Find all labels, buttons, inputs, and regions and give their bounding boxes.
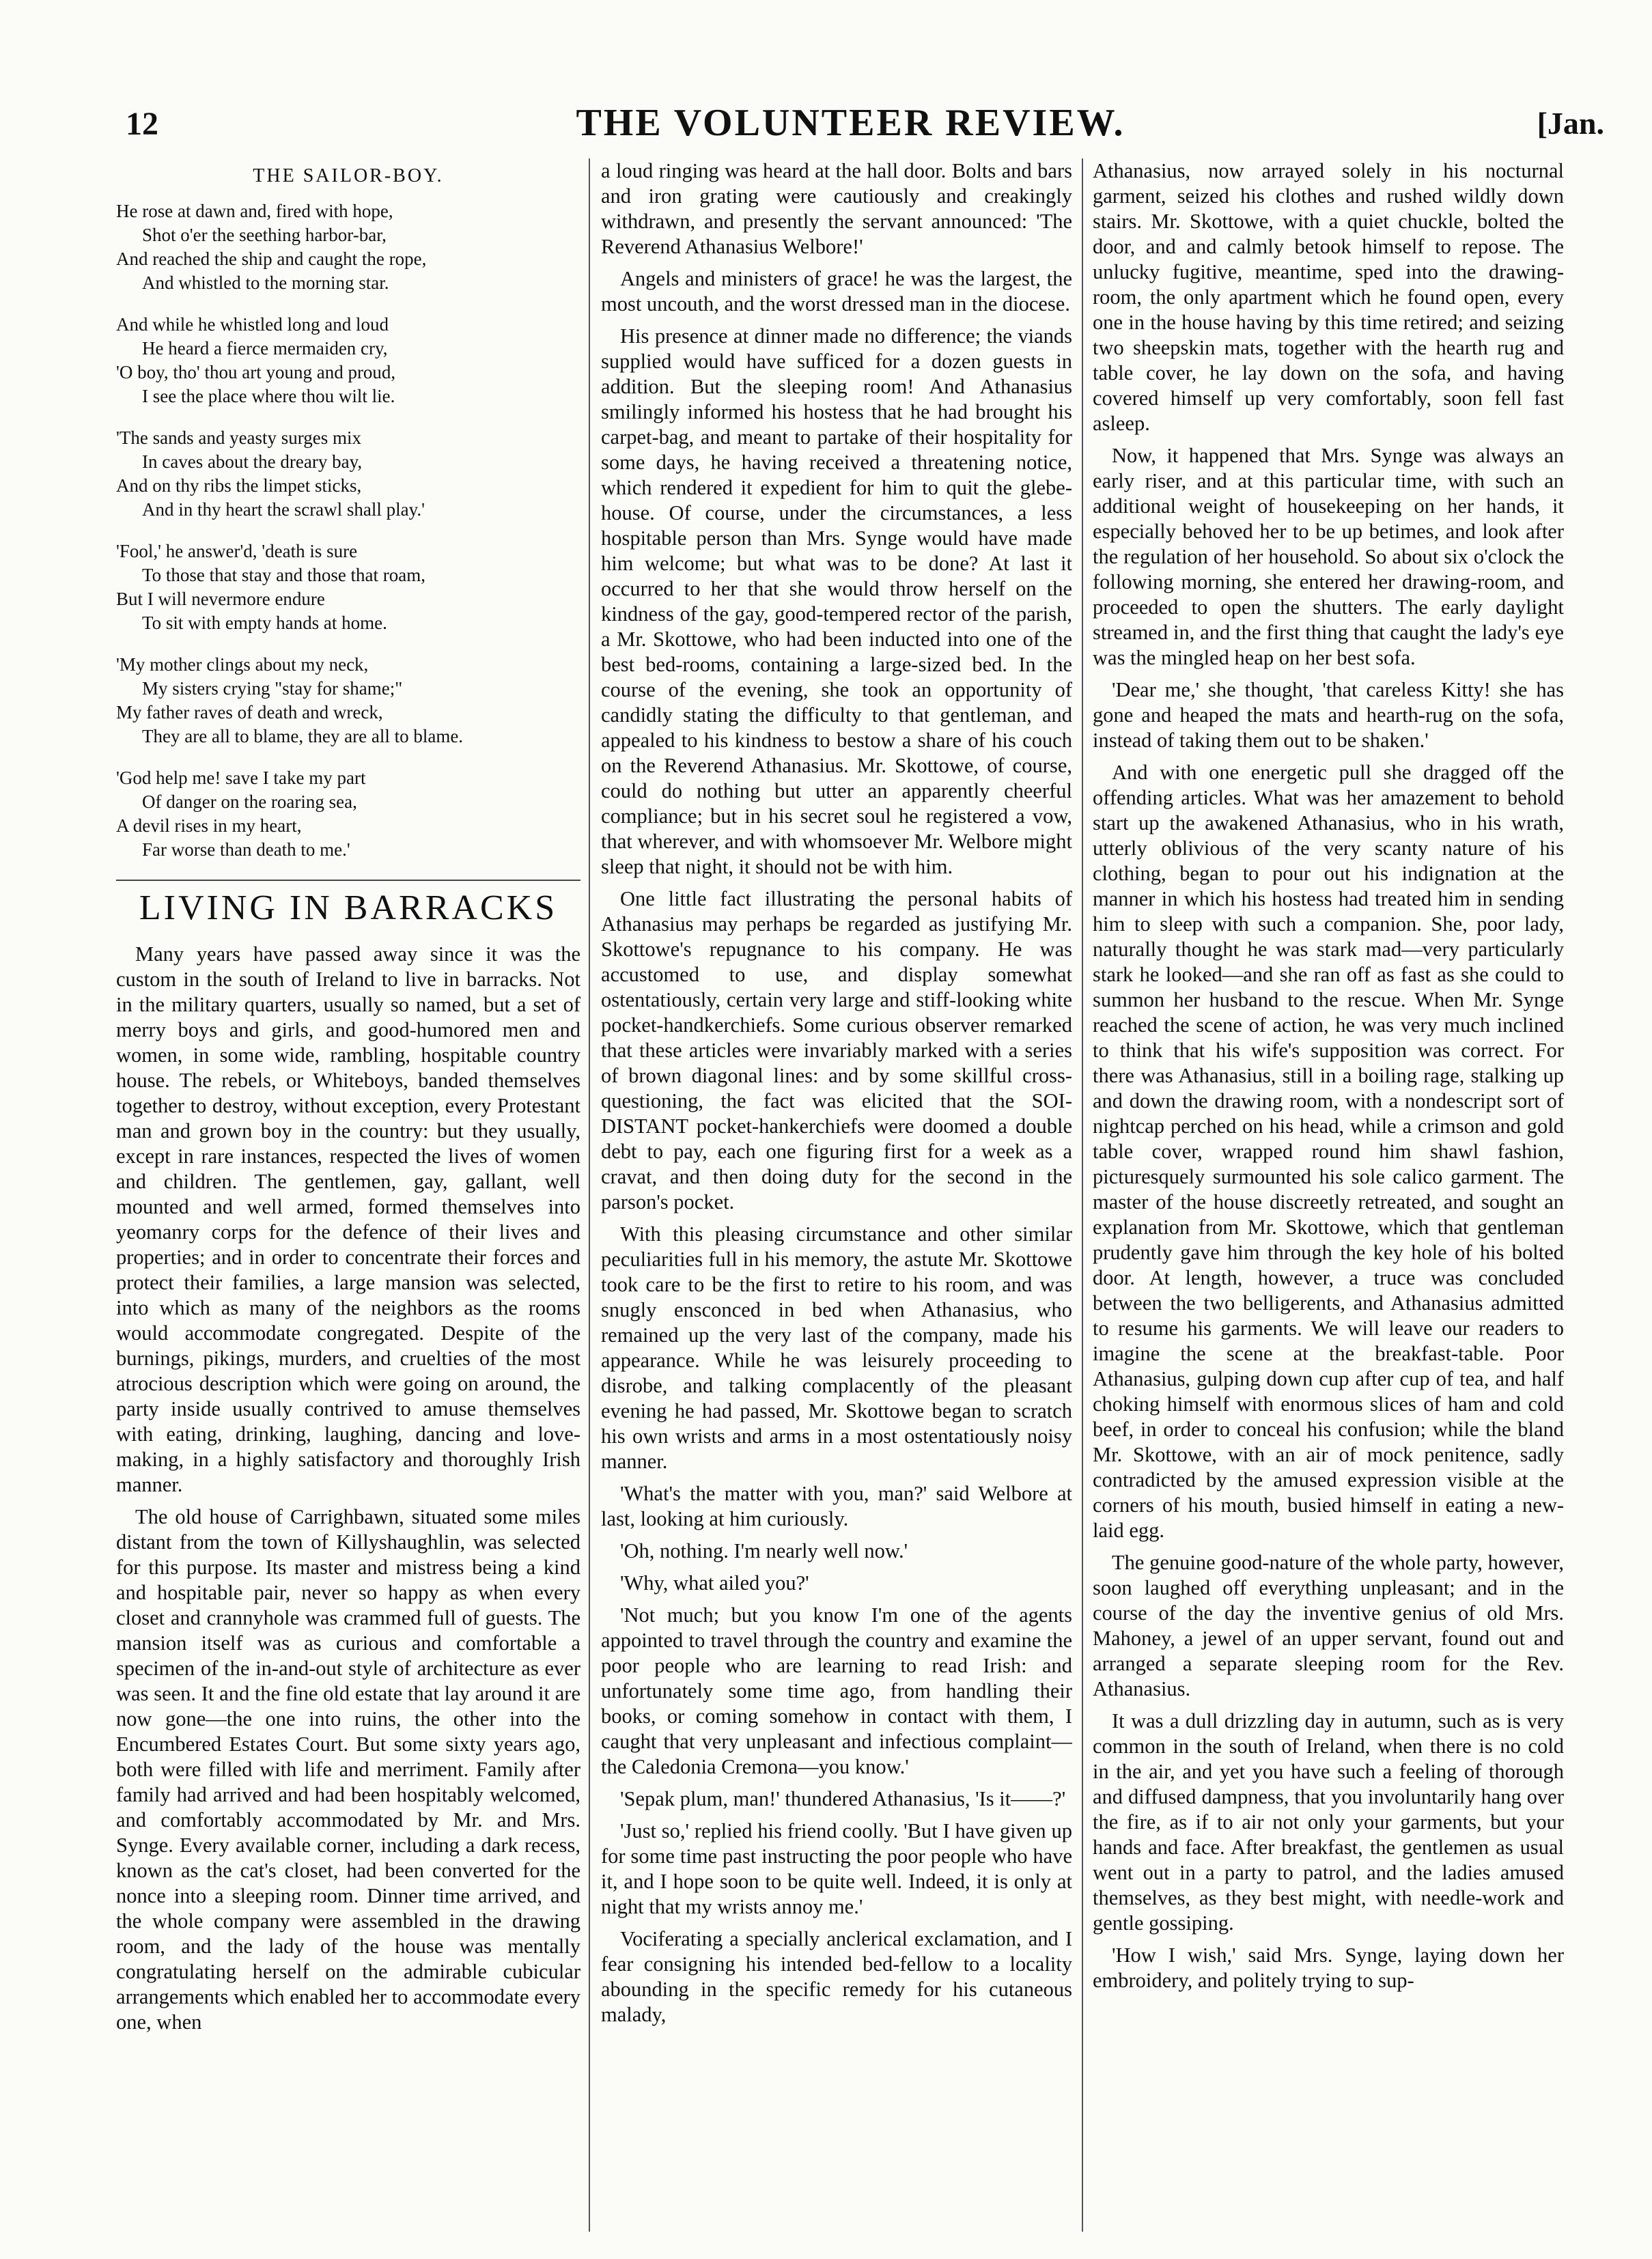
poem-stanza: [116, 653, 580, 748]
poem-line: They are all to blame, they are all to blame.: [142, 726, 464, 746]
article-paragraph: Now, it happened that Mrs. Synge was always an early riser, and at this particular time, with such an additional weight of housekeeping on her hands, it especially behoved her to be up betimes, and look after the regulation of her household. So about six o'clock the following morning, she entered her drawing-room, and proceeded to open the shutters. The early daylight streamed in, and the first thing that caught the lady's eye was the mingled heap on her best sofa.: [1093, 444, 1564, 669]
article-paragraph: With this pleasing circumstance and other similar peculiarities full in his memory, the astute Mr. Skottowe took care to be the first to retire to his room, and was snugly ensconced in bed when Athanasius, who remained up the very last of the company, made his appearance. While he was leisurely proceeding to disrobe, and talking complacently of the pleasant evening he had passed, Mr. Skottowe began to scratch his own wrists and arms in a most ostentatiously noisy manner.: [601, 1222, 1072, 1473]
page-number: 12: [126, 106, 158, 142]
article-paragraph: a loud ringing was heard at the hall door. Bolts and bars and iron grating were cautiously and creakingly withdrawn, and presently the servant announced: 'The Reverend Athanasius Welbore!': [601, 159, 1072, 258]
article-paragraph: 'Why, what ailed you?': [620, 1571, 809, 1595]
article-paragraph: It was a dull drizzling day in autumn, such as is very common in the south of Ireland, when there is no cold in the air, and yet you have such a feeling of thorough and diffused dampness, that you involuntarily hang over the fire, as if to air not only your garments, but your hands and face. After breakfast, the gentlemen as usual went out in a party to patrol, and the ladies amused themselves, as they best might, with needle-work and gentle gossiping.: [1093, 1709, 1564, 1935]
poem-stanza: [116, 539, 580, 635]
poem-line: And reached the ship and caught the rope,: [116, 249, 427, 269]
column-3: [1093, 158, 1564, 2232]
poem-line: My father raves of death and wreck,: [116, 702, 383, 722]
article-paragraph: One little fact illustrating the personal habits of Athanasius may perhaps be regarded as justifying Mr. Skottowe's repugnance to his company. He was accustomed to use, and display somewhat ostentatiously, certain very large and stiff-looking white pocket-handkerchiefs. Some curious observer remarked that these articles were invariably marked with a series of brown diagonal lines: and by some skillful cross-questioning, the fact was elicited that the SOI-DISTANT pocket-hankerchiefs were doomed a double debt to pay, each one figuring first for a week as a cravat, and then doing duty for the second in the parson's pocket.: [601, 887, 1072, 1213]
poem-line: To sit with empty hands at home.: [142, 613, 387, 633]
article-paragraph: And with one energetic pull she dragged off the offending articles. What was her amazement to behold start up the awakened Athanasius, who in his wrath, utterly oblivious of the very scanty nature of his clothing, began to pour out his indignation at the manner in which his hostess had treated him in sending him to sleep with such a companion. She, poor lady, naturally thought he was stark mad—very particularly stark he looked—and she ran off as fast as she could to summon her husband to the rescue. When Mr. Synge reached the scene of action, he was very much inclined to think that his wife's supposition was correct. For there was Athanasius, still in a boiling rage, stalking up and down the drawing room, with a nondescript sort of nightcap perched on his head, while a crimson and gold table cover, wrapped round him shawl fashion, picturesquely surmounted his sole calico garment. The master of the house discreetly retreated, and sought an explanation from Mr. Skottowe, which that gentleman prudently gave him through the key hole of his bolted door. At length, however, a truce was concluded between the two belligerents, and Athanasius admitted to resume his garments. We will leave our readers to imagine the scene at the breakfast-table. Poor Athanasius, gulping down cup after cup of tea, and half choking himself with enormous slices of ham and cold beef, in order to conceal his confusion; while the bland Mr. Skottowe, with an air of mock penitence, sadly contradicted by the amused expression visible at the corners of his mouth, busied himself in eating a new-laid egg.: [1093, 761, 1564, 1542]
poem-title: THE SAILOR-BOY.: [253, 165, 444, 186]
article-paragraph: Many years have passed away since it was the custom in the south of Ireland to live in barracks. Not in the military quarters, usually so named, but a set of merry boys and girls, and good-humored men and women, in some wide, rambling, hospitable country house. The rebels, or Whiteboys, banded themselves together to destroy, without exception, every Protestant man and grown boy in the country: but they usually, except in rare instances, respected the lives of women and children. The gentlemen, gay, gallant, well mounted and well armed, formed themselves into yeomanry corps for the defence of their lives and properties; and in order to concentrate their forces and protect their families, a large mansion was selected, into which as many of the neighbors as the rooms would accommodate congregated. Despite of the burnings, pikings, murders, and cruelties of the most atrocious description which were going on around, the party inside usually contrived to amuse themselves with eating, drinking, laughing, dancing and love-making, in a highly satisfactory and thoroughly Irish manner.: [116, 942, 580, 1496]
column-1: [116, 158, 580, 2232]
article-title: LIVING IN BARRACKS: [139, 888, 558, 927]
article-paragraph: His presence at dinner made no difference; the viands supplied would have sufficed for a dozen guests in addition. But the sleeping room! And Athanasius smilingly informed his hostess that he had brought his carpet-bag, and meant to partake of their hospitality for some days, he having received a threatening notice, which rendered it expedient for him to quit the glebe-house. Of course, under the circumstances, a less hospitable person than Mrs. Synge would have made him welcome; but what was to be done? At last it occurred to her that she would throw herself on the kindness of the gay, good-tempered rector of the parish, a Mr. Skottowe, who had been inducted into one of the best bed-rooms, containing a large-sized bed. In the course of the evening, she took an opportunity of candidly stating the difficulty to that gentleman, and appealed to his kindness to bestow a share of his couch on the Reverend Athanasius. Mr. Skottowe, of course, could do nothing but utter an apparently cheerful compliance; but in his secret soul he registered a vow, that wherever, and with whomsoever Mr. Welbore might sleep that night, it should not be with him.: [601, 324, 1072, 878]
poem-line: And in thy heart the scrawl shall play.': [142, 499, 425, 520]
column-divider: [1082, 158, 1083, 2232]
article-paragraph: 'Just so,' replied his friend coolly. 'But I have given up for some time past instructing the poor people who have it, and I hope soon to be quite well. Indeed, it is only at night that my wrists annoy me.': [601, 1819, 1072, 1918]
column-2: [601, 158, 1072, 2232]
poem-line: I see the place where thou wilt lie.: [142, 386, 395, 406]
article-paragraph: The old house of Carrighbawn, situated some miles distant from the town of Killyshaughlin, was selected for this purpose. Its master and mistress being a kind and hospitable pair, never so happy as when every closet and crannyhole was crammed full of guests. The mansion itself was as curious and comfortable a specimen of the in-and-out style of architecture as ever was seen. It and the fine old estate that lay around it are now gone—the one into ruins, the other into the Encumbered Estates Court. But some sixty years ago, both were filled with life and merriment. Family after family had arrived and had been hospitably welcomed, and comfortably accommodated by Mr. and Mrs. Synge. Every available corner, including a dark recess, known as the cat's closet, had been converted for the nonce into a sleeping room. Dinner time arrived, and the whole company were assembled in the drawing room, and the lady of the house was mentally congratulating herself on the admirable cubicular arrangements which enabled her to accommodate every one, when: [116, 1505, 580, 2034]
poem-line: He rose at dawn and, fired with hope,: [116, 201, 393, 221]
poem-line: 'The sands and yeasty surges mix: [116, 427, 362, 448]
article-paragraph: The genuine good-nature of the whole party, however, soon laughed off everything unpleasant; and in the course of the day the inventive genius of old Mrs. Mahoney, a jewel of an upper servant, found out and arranged a separate sleeping room for the Rev. Athanasius.: [1093, 1551, 1564, 1700]
poem-stanza: [116, 766, 580, 862]
page-header: [76, 97, 1625, 158]
poem-line: 'O boy, tho' thou art young and proud,: [116, 362, 396, 382]
masthead-title: THE VOLUNTEER REVIEW.: [576, 102, 1125, 144]
article-paragraph: 'Oh, nothing. I'm nearly well now.': [620, 1539, 908, 1562]
article-paragraph: Vociferating a specially anclerical exclamation, and I fear consigning his intended bed-fellow to a locality abounding in the specific remedy for his cutaneous malady,: [601, 1927, 1072, 2026]
poem-line: My sisters crying "stay for shame;": [142, 678, 403, 699]
poem-line: And while he whistled long and loud: [116, 314, 389, 335]
poem-line: 'Fool,' he answer'd, 'death is sure: [116, 541, 358, 561]
poem-line: But I will nevermore endure: [116, 589, 325, 609]
poem-line: 'My mother clings about my neck,: [116, 654, 369, 675]
poem-line: Far worse than death to me.': [142, 839, 350, 860]
article-paragraph: Angels and ministers of grace! he was the largest, the most uncouth, and the worst dressed man in the diocese.: [601, 267, 1072, 315]
poem-line: Of danger on the roaring sea,: [142, 791, 357, 812]
article-paragraph: 'What's the matter with you, man?' said Welbore at last, looking at him curiously.: [601, 1482, 1072, 1530]
poem-stanza: [116, 199, 580, 295]
poem-line: 'God help me! save I take my part: [116, 768, 366, 788]
article-paragraph: 'Sepak plum, man!' thundered Athanasius, 'Is it——?': [620, 1787, 1066, 1810]
poem-line: And on thy ribs the limpet sticks,: [116, 475, 362, 496]
article-paragraph: 'Not much; but you know I'm one of the agents appointed to travel through the country and examine the poor people who are learning to read Irish: and unfortunately some time ago, from handling their books, or coming somehow in contact with them, I caught that very unpleasant and infectious complaint—the Caledonia Cremona—you know.': [601, 1603, 1072, 1778]
article-paragraph: 'Dear me,' she thought, 'that careless Kitty! she has gone and heaped the mats and hearth-rug on the sofa, instead of taking them out to be shaken.': [1093, 678, 1564, 752]
poem-line: Shot o'er the seething harbor-bar,: [142, 225, 387, 245]
column-divider: [589, 158, 590, 2232]
poem-line: He heard a fierce mermaiden cry,: [142, 338, 388, 359]
issue-date: [Jan.: [1537, 106, 1604, 141]
poem-line: A devil rises in my heart,: [116, 815, 302, 836]
poem-line: And whistled to the morning star.: [142, 272, 389, 293]
article-paragraph: 'How I wish,' said Mrs. Synge, laying down her embroidery, and politely trying to sup-: [1093, 1944, 1564, 1992]
poem-line: To those that stay and those that roam,: [142, 565, 426, 585]
poem-line: In caves about the dreary bay,: [142, 451, 363, 472]
section-divider: [116, 880, 580, 881]
poem-stanza: [116, 426, 580, 522]
poem-stanza: [116, 313, 580, 408]
article-paragraph: Athanasius, now arrayed solely in his nocturnal garment, seized his clothes and rushed wildly down stairs. Mr. Skottowe, with a quiet chuckle, bolted the door, and and calmly betook himself to repose. The unlucky fugitive, meantime, sped into the drawing-room, the only apartment which he found open, every one in the house having by this time retired; and seizing two sheepskin mats, together with the hearth rug and table cover, he lay down on the sofa, and having covered himself up very comfortably, soon fell fast asleep.: [1093, 159, 1564, 435]
